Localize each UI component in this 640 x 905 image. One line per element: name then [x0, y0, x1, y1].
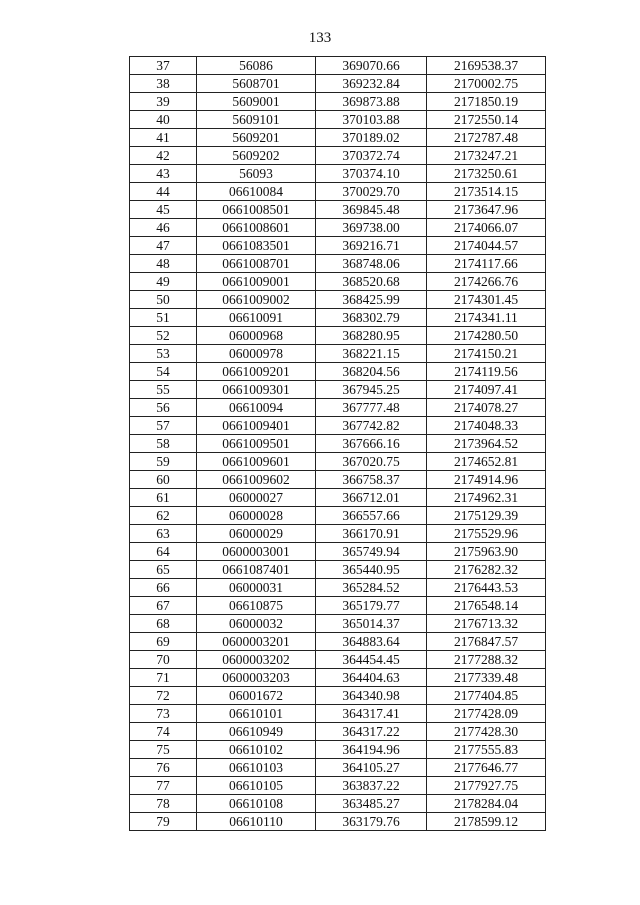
- y-coordinate-cell: 2173514.15: [427, 183, 546, 201]
- table-row: [130, 507, 546, 525]
- point-id-cell: 0600003001: [197, 543, 316, 561]
- row-index-cell: 72: [130, 687, 197, 705]
- row-index-cell: 68: [130, 615, 197, 633]
- point-id-cell: 0661009401: [197, 417, 316, 435]
- x-coordinate-cell: 364454.45: [316, 651, 427, 669]
- table-row: [130, 669, 546, 687]
- y-coordinate-cell: 2176443.53: [427, 579, 546, 597]
- x-coordinate-cell: 364340.98: [316, 687, 427, 705]
- y-coordinate-cell: 2177404.85: [427, 687, 546, 705]
- point-id-cell: 0661009001: [197, 273, 316, 291]
- x-coordinate-cell: 369232.84: [316, 75, 427, 93]
- row-index-cell: 41: [130, 129, 197, 147]
- table-row: [130, 219, 546, 237]
- table-row: [130, 399, 546, 417]
- table-row: [130, 345, 546, 363]
- point-id-cell: 06610101: [197, 705, 316, 723]
- row-index-cell: 64: [130, 543, 197, 561]
- row-index-cell: 71: [130, 669, 197, 687]
- table-row: [130, 327, 546, 345]
- coordinates-table: [129, 56, 546, 831]
- y-coordinate-cell: 2174117.66: [427, 255, 546, 273]
- y-coordinate-cell: 2177288.32: [427, 651, 546, 669]
- y-coordinate-cell: 2174119.56: [427, 363, 546, 381]
- point-id-cell: 06610084: [197, 183, 316, 201]
- point-id-cell: 06610949: [197, 723, 316, 741]
- row-index-cell: 49: [130, 273, 197, 291]
- x-coordinate-cell: 366557.66: [316, 507, 427, 525]
- row-index-cell: 69: [130, 633, 197, 651]
- y-coordinate-cell: 2174266.76: [427, 273, 546, 291]
- point-id-cell: 06610094: [197, 399, 316, 417]
- x-coordinate-cell: 367777.48: [316, 399, 427, 417]
- row-index-cell: 48: [130, 255, 197, 273]
- row-index-cell: 54: [130, 363, 197, 381]
- point-id-cell: 5609101: [197, 111, 316, 129]
- point-id-cell: 06000027: [197, 489, 316, 507]
- point-id-cell: 0661083501: [197, 237, 316, 255]
- y-coordinate-cell: 2174962.31: [427, 489, 546, 507]
- x-coordinate-cell: 368221.15: [316, 345, 427, 363]
- table-row: [130, 579, 546, 597]
- point-id-cell: 0661008601: [197, 219, 316, 237]
- x-coordinate-cell: 370189.02: [316, 129, 427, 147]
- row-index-cell: 39: [130, 93, 197, 111]
- x-coordinate-cell: 369738.00: [316, 219, 427, 237]
- row-index-cell: 55: [130, 381, 197, 399]
- y-coordinate-cell: 2176847.57: [427, 633, 546, 651]
- point-id-cell: 0661009501: [197, 435, 316, 453]
- y-coordinate-cell: 2177339.48: [427, 669, 546, 687]
- table-row: [130, 183, 546, 201]
- row-index-cell: 73: [130, 705, 197, 723]
- x-coordinate-cell: 366712.01: [316, 489, 427, 507]
- row-index-cell: 45: [130, 201, 197, 219]
- table-row: [130, 597, 546, 615]
- row-index-cell: 37: [130, 57, 197, 75]
- y-coordinate-cell: 2176548.14: [427, 597, 546, 615]
- y-coordinate-cell: 2174066.07: [427, 219, 546, 237]
- table-row: [130, 417, 546, 435]
- coordinates-table-body: [130, 57, 546, 831]
- point-id-cell: 06610103: [197, 759, 316, 777]
- x-coordinate-cell: 364404.63: [316, 669, 427, 687]
- row-index-cell: 50: [130, 291, 197, 309]
- x-coordinate-cell: 366170.91: [316, 525, 427, 543]
- y-coordinate-cell: 2175963.90: [427, 543, 546, 561]
- row-index-cell: 38: [130, 75, 197, 93]
- y-coordinate-cell: 2174914.96: [427, 471, 546, 489]
- table-row: [130, 237, 546, 255]
- x-coordinate-cell: 368280.95: [316, 327, 427, 345]
- y-coordinate-cell: 2173647.96: [427, 201, 546, 219]
- y-coordinate-cell: 2172787.48: [427, 129, 546, 147]
- y-coordinate-cell: 2178284.04: [427, 795, 546, 813]
- x-coordinate-cell: 363837.22: [316, 777, 427, 795]
- point-id-cell: 56086: [197, 57, 316, 75]
- table-row: [130, 561, 546, 579]
- y-coordinate-cell: 2174097.41: [427, 381, 546, 399]
- point-id-cell: 0661009301: [197, 381, 316, 399]
- y-coordinate-cell: 2174150.21: [427, 345, 546, 363]
- y-coordinate-cell: 2174301.45: [427, 291, 546, 309]
- x-coordinate-cell: 364317.41: [316, 705, 427, 723]
- y-coordinate-cell: 2171850.19: [427, 93, 546, 111]
- x-coordinate-cell: 369216.71: [316, 237, 427, 255]
- table-row: [130, 723, 546, 741]
- y-coordinate-cell: 2175129.39: [427, 507, 546, 525]
- row-index-cell: 75: [130, 741, 197, 759]
- point-id-cell: 0661008501: [197, 201, 316, 219]
- y-coordinate-cell: 2178599.12: [427, 813, 546, 831]
- point-id-cell: 06610102: [197, 741, 316, 759]
- point-id-cell: 06610105: [197, 777, 316, 795]
- table-row: [130, 255, 546, 273]
- point-id-cell: 06000978: [197, 345, 316, 363]
- y-coordinate-cell: 2177428.30: [427, 723, 546, 741]
- y-coordinate-cell: 2173964.52: [427, 435, 546, 453]
- table-row: [130, 615, 546, 633]
- point-id-cell: 56093: [197, 165, 316, 183]
- x-coordinate-cell: 364194.96: [316, 741, 427, 759]
- point-id-cell: 06610108: [197, 795, 316, 813]
- table-row: [130, 273, 546, 291]
- y-coordinate-cell: 2174280.50: [427, 327, 546, 345]
- point-id-cell: 06001672: [197, 687, 316, 705]
- point-id-cell: 5608701: [197, 75, 316, 93]
- row-index-cell: 47: [130, 237, 197, 255]
- x-coordinate-cell: 368520.68: [316, 273, 427, 291]
- table-row: [130, 543, 546, 561]
- point-id-cell: 06000032: [197, 615, 316, 633]
- table-row: [130, 741, 546, 759]
- point-id-cell: 0661009602: [197, 471, 316, 489]
- x-coordinate-cell: 364317.22: [316, 723, 427, 741]
- point-id-cell: 06000029: [197, 525, 316, 543]
- x-coordinate-cell: 369070.66: [316, 57, 427, 75]
- row-index-cell: 67: [130, 597, 197, 615]
- x-coordinate-cell: 368204.56: [316, 363, 427, 381]
- table-row: [130, 435, 546, 453]
- table-row: [130, 777, 546, 795]
- row-index-cell: 66: [130, 579, 197, 597]
- point-id-cell: 0600003202: [197, 651, 316, 669]
- row-index-cell: 56: [130, 399, 197, 417]
- x-coordinate-cell: 370029.70: [316, 183, 427, 201]
- x-coordinate-cell: 370372.74: [316, 147, 427, 165]
- y-coordinate-cell: 2174044.57: [427, 237, 546, 255]
- point-id-cell: 06610110: [197, 813, 316, 831]
- table-row: [130, 633, 546, 651]
- y-coordinate-cell: 2173250.61: [427, 165, 546, 183]
- x-coordinate-cell: 367020.75: [316, 453, 427, 471]
- table-row: [130, 687, 546, 705]
- row-index-cell: 43: [130, 165, 197, 183]
- table-row: [130, 813, 546, 831]
- point-id-cell: 06000028: [197, 507, 316, 525]
- row-index-cell: 70: [130, 651, 197, 669]
- row-index-cell: 44: [130, 183, 197, 201]
- table-row: [130, 651, 546, 669]
- point-id-cell: 06000031: [197, 579, 316, 597]
- table-row: [130, 75, 546, 93]
- row-index-cell: 62: [130, 507, 197, 525]
- y-coordinate-cell: 2177428.09: [427, 705, 546, 723]
- point-id-cell: 5609201: [197, 129, 316, 147]
- y-coordinate-cell: 2172550.14: [427, 111, 546, 129]
- table-row: [130, 381, 546, 399]
- y-coordinate-cell: 2177555.83: [427, 741, 546, 759]
- point-id-cell: 06610875: [197, 597, 316, 615]
- point-id-cell: 0661009201: [197, 363, 316, 381]
- point-id-cell: 0661009002: [197, 291, 316, 309]
- x-coordinate-cell: 370103.88: [316, 111, 427, 129]
- point-id-cell: 06000968: [197, 327, 316, 345]
- x-coordinate-cell: 363179.76: [316, 813, 427, 831]
- y-coordinate-cell: 2170002.75: [427, 75, 546, 93]
- x-coordinate-cell: 367666.16: [316, 435, 427, 453]
- x-coordinate-cell: 365440.95: [316, 561, 427, 579]
- table-row: [130, 165, 546, 183]
- x-coordinate-cell: 367945.25: [316, 381, 427, 399]
- row-index-cell: 60: [130, 471, 197, 489]
- table-row: [130, 705, 546, 723]
- x-coordinate-cell: 369873.88: [316, 93, 427, 111]
- y-coordinate-cell: 2177927.75: [427, 777, 546, 795]
- x-coordinate-cell: 364883.64: [316, 633, 427, 651]
- row-index-cell: 40: [130, 111, 197, 129]
- table-row: [130, 489, 546, 507]
- point-id-cell: 5609001: [197, 93, 316, 111]
- row-index-cell: 65: [130, 561, 197, 579]
- row-index-cell: 53: [130, 345, 197, 363]
- point-id-cell: 0661008701: [197, 255, 316, 273]
- row-index-cell: 59: [130, 453, 197, 471]
- table-row: [130, 147, 546, 165]
- table-row: [130, 93, 546, 111]
- x-coordinate-cell: 369845.48: [316, 201, 427, 219]
- y-coordinate-cell: 2177646.77: [427, 759, 546, 777]
- row-index-cell: 57: [130, 417, 197, 435]
- row-index-cell: 61: [130, 489, 197, 507]
- point-id-cell: 5609202: [197, 147, 316, 165]
- point-id-cell: 0661087401: [197, 561, 316, 579]
- y-coordinate-cell: 2175529.96: [427, 525, 546, 543]
- x-coordinate-cell: 370374.10: [316, 165, 427, 183]
- x-coordinate-cell: 363485.27: [316, 795, 427, 813]
- table-row: [130, 759, 546, 777]
- point-id-cell: 0600003201: [197, 633, 316, 651]
- table-row: [130, 57, 546, 75]
- table-row: [130, 309, 546, 327]
- table-row: [130, 129, 546, 147]
- table-row: [130, 291, 546, 309]
- x-coordinate-cell: 368302.79: [316, 309, 427, 327]
- row-index-cell: 77: [130, 777, 197, 795]
- table-row: [130, 453, 546, 471]
- row-index-cell: 63: [130, 525, 197, 543]
- point-id-cell: 0600003203: [197, 669, 316, 687]
- row-index-cell: 76: [130, 759, 197, 777]
- row-index-cell: 78: [130, 795, 197, 813]
- row-index-cell: 51: [130, 309, 197, 327]
- x-coordinate-cell: 365014.37: [316, 615, 427, 633]
- point-id-cell: 0661009601: [197, 453, 316, 471]
- y-coordinate-cell: 2174341.11: [427, 309, 546, 327]
- x-coordinate-cell: 365284.52: [316, 579, 427, 597]
- row-index-cell: 79: [130, 813, 197, 831]
- x-coordinate-cell: 365179.77: [316, 597, 427, 615]
- row-index-cell: 42: [130, 147, 197, 165]
- x-coordinate-cell: 368748.06: [316, 255, 427, 273]
- point-id-cell: 06610091: [197, 309, 316, 327]
- y-coordinate-cell: 2174652.81: [427, 453, 546, 471]
- y-coordinate-cell: 2174048.33: [427, 417, 546, 435]
- x-coordinate-cell: 366758.37: [316, 471, 427, 489]
- y-coordinate-cell: 2174078.27: [427, 399, 546, 417]
- x-coordinate-cell: 365749.94: [316, 543, 427, 561]
- y-coordinate-cell: 2169538.37: [427, 57, 546, 75]
- x-coordinate-cell: 367742.82: [316, 417, 427, 435]
- x-coordinate-cell: 368425.99: [316, 291, 427, 309]
- y-coordinate-cell: 2173247.21: [427, 147, 546, 165]
- table-row: [130, 471, 546, 489]
- table-row: [130, 111, 546, 129]
- row-index-cell: 52: [130, 327, 197, 345]
- row-index-cell: 74: [130, 723, 197, 741]
- table-row: [130, 525, 546, 543]
- y-coordinate-cell: 2176713.32: [427, 615, 546, 633]
- y-coordinate-cell: 2176282.32: [427, 561, 546, 579]
- x-coordinate-cell: 364105.27: [316, 759, 427, 777]
- page-number: 133: [308, 30, 332, 46]
- row-index-cell: 58: [130, 435, 197, 453]
- table-row: [130, 363, 546, 381]
- table-row: [130, 201, 546, 219]
- table-row: [130, 795, 546, 813]
- row-index-cell: 46: [130, 219, 197, 237]
